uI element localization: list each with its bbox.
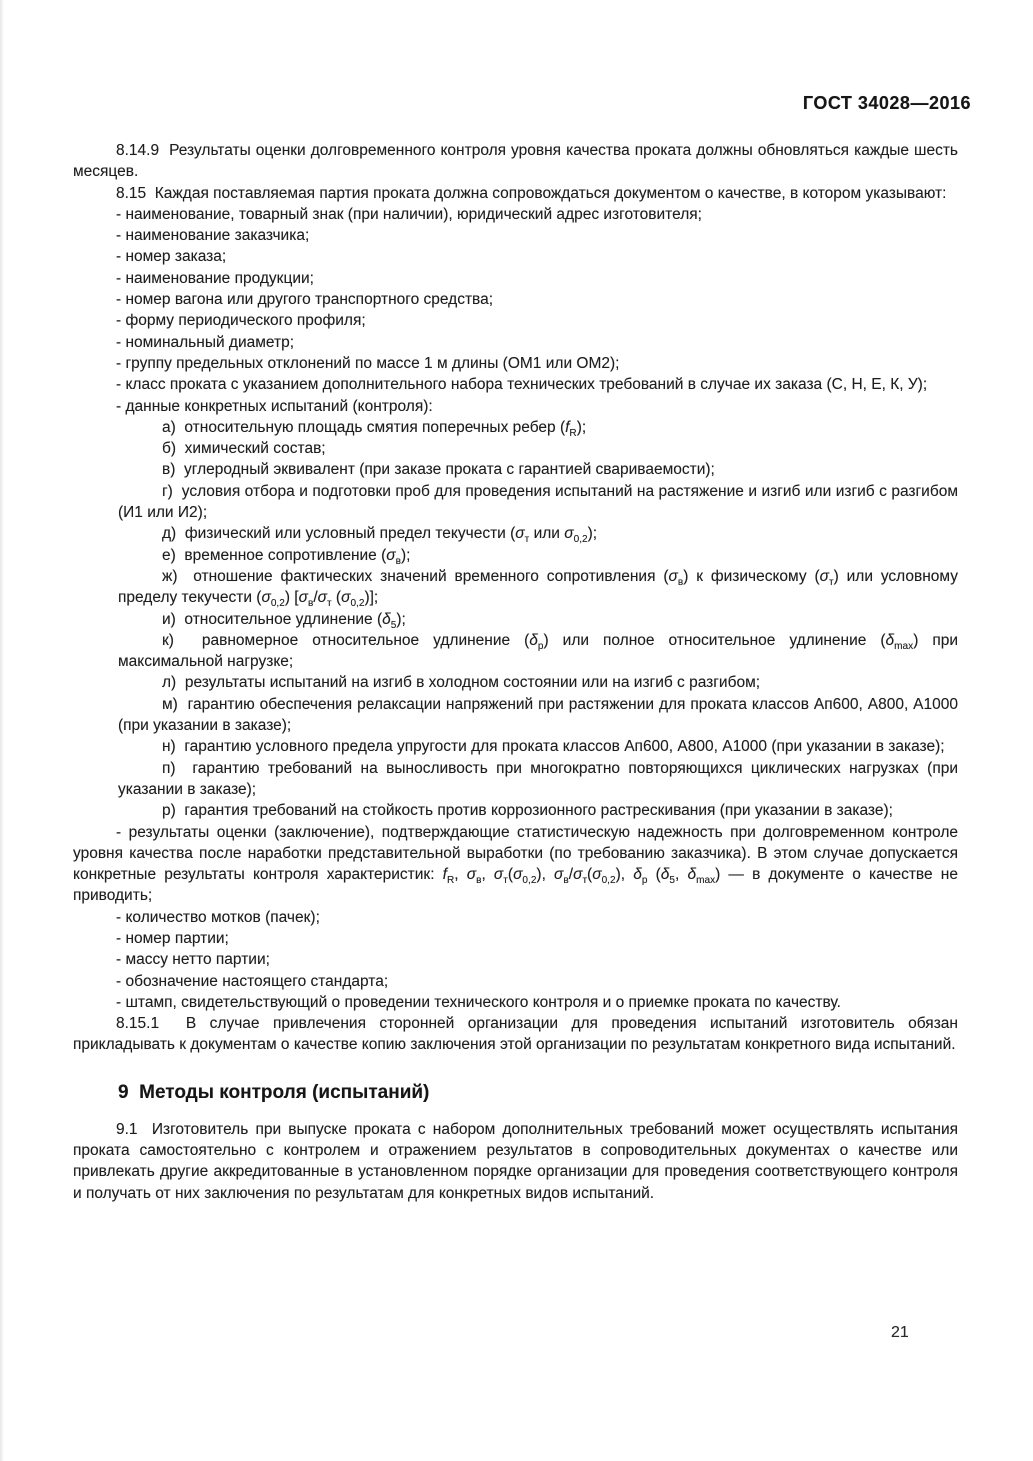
list-item: - номер партии; [116, 929, 229, 947]
scan-edge-artifact [0, 0, 4, 1461]
running-header: ГОСТ 34028—2016 [802, 93, 971, 113]
document-body [73, 140, 958, 1204]
sub-list-item: п) гарантию требований на выносливость при многократно повторяющихся циклических нагрузках (при указании в заказе); [118, 759, 958, 798]
list-item: - данные конкретных испытаний (контроля): [116, 397, 433, 415]
sub-list-item: е) временное сопротивление $(\sigma_в)$; [162, 546, 411, 567]
list-item: - номер заказа; [116, 248, 227, 266]
sub-list-item: н) гарантию условного предела упругости для проката классов Ап600, А800, А1000 (при указании в заказе); [162, 738, 945, 756]
list-item: - массу нетто партии; [116, 951, 270, 969]
list-item: - обозначение настоящего стандарта; [116, 972, 389, 990]
list-item: - группу предельных отклонений по массе 1 м длины (ОМ1 или ОМ2); [116, 354, 620, 372]
sub-list-item: в) углеродный эквивалент (при заказе проката с гарантией свариваемости); [162, 461, 715, 479]
list-item: - класс проката с указанием дополнительного набора технических требований в случае их заказа (С, Н, Е, К, У); [116, 376, 928, 394]
sub-list-item: л) результаты испытаний на изгиб в холодном состоянии или на изгиб с разгибом; [162, 674, 761, 692]
sub-list-item: м) гарантию обеспечения релаксации напряжений при растяжении для проката классов Ап600, А800, А1000 (при указании в заказе); [118, 695, 958, 735]
list-item: - количество мотков (пачек); [116, 908, 320, 926]
sub-list-item: а) относительную площадь смятия поперечных ребер $(f_R)$; [162, 418, 587, 439]
sub-list-item: б) химический состав; [162, 440, 326, 458]
sub-list-item: к) равномерное относительное удлинение $(\delta_р)$ или полное относительное удлинение $(\delta_{max})$ при максимальной нагрузке; [118, 631, 959, 671]
page-number: 21 [891, 1324, 909, 1341]
sub-list-item: ж) отношение фактических значений временного сопротивления $(\sigma_в)$ к физическому $(\sigma_т)$ или условному пределу текучести $(\sigma_{0,2})$ [$\sigma_в/\sigma_т$ $(\sigma_{0,2})$]; [118, 567, 959, 610]
list-item: - форму периодического профиля; [116, 312, 366, 330]
list-item: - результаты оценки (заключение), подтверждающие статистическую надежность при долговременном контроле уровня качества после наработки представительной выработки (по требованию заказчика). В этом случае допускается конкретные результаты контроля характеристик: $f_R$, $\sigma_в$, $\sigma_т(\sigma_{0,2})$, $\sigma_в/\sigma_т(\sigma_{0,2})$, $\delta_р$ ($\delta_5$, $\delta_{max}$) — в документе о качестве не приводить; [73, 823, 958, 905]
paragraph: 8.15 Каждая поставляемая партия проката должна сопровождаться документом о качестве, в котором указывают: [116, 184, 947, 202]
sub-list-item: г) условия отбора и подготовки проб для проведения испытаний на растяжение и изгиб или изгиб с разгибом (И1 или И2); [118, 482, 958, 522]
list-item: - наименование заказчика; [116, 227, 310, 245]
list-item: - наименование, товарный знак (при наличии), юридический адрес изготовителя; [116, 205, 702, 223]
list-item: - наименование продукции; [116, 269, 314, 287]
list-item: - штамп, свидетельствующий о проведении технического контроля и о приемке проката по качеству. [116, 993, 841, 1011]
list-item: - номинальный диаметр; [116, 333, 295, 351]
list-item: - номер вагона или другого транспортного средства; [116, 291, 494, 309]
section-heading: 9 Методы контроля (испытаний) [118, 1081, 430, 1103]
sub-list-item: и) относительное удлинение $(\delta_5)$; [162, 610, 406, 631]
sub-list-item: д) физический или условный предел текучести ($\sigma_т$ или $\sigma_{0,2}$); [162, 525, 598, 546]
sub-list-item: р) гарантия требований на стойкость против коррозионного растрескивания (при указании в заказе); [162, 802, 893, 820]
paragraph: 9.1 Изготовитель при выпуске проката с набором дополнительных требований может осуществлять испытания проката самостоятельно с контролем и отражением результатов в сопроводительных документах о качестве или привлекать другие аккредитованные в установленном порядке организации для проведения соответствующего контроля и получать от них заключения по результатам для конкретных видов испытаний. [73, 1120, 958, 1202]
paragraph: 8.14.9 Результаты оценки долговременного контроля уровня качества проката должны обновляться каждые шесть месяцев. [73, 142, 958, 181]
paragraph: 8.15.1 В случае привлечения сторонней организации для проведения испытаний изготовитель обязан прикладывать к документам о качестве копию заключения этой организации по результатам конкретного вида испытаний. [73, 1015, 958, 1054]
